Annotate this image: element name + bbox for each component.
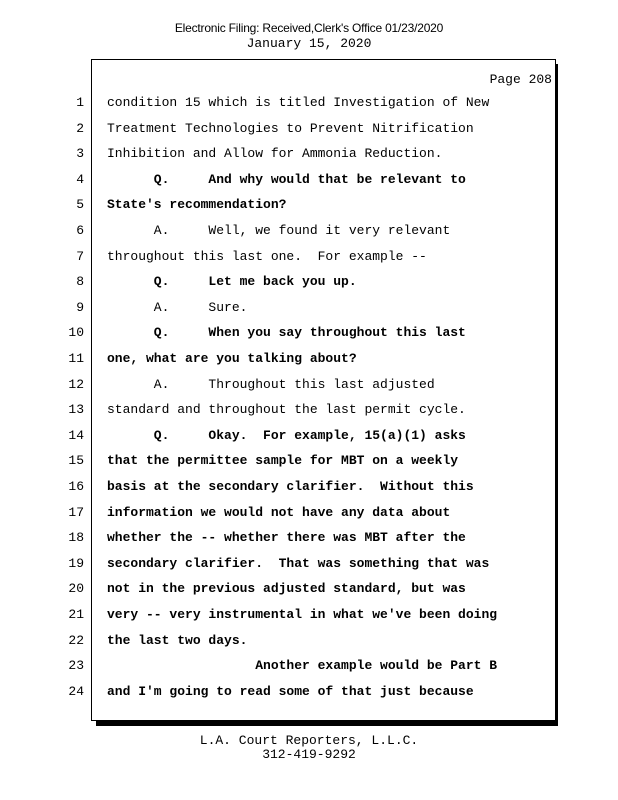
line-text: Treatment Technologies to Prevent Nitrification	[107, 121, 474, 136]
line-text: A. Well, we found it very relevant	[107, 223, 451, 238]
line-text: whether the -- whether there was MBT after the	[107, 530, 466, 545]
line-number: 18	[68, 530, 84, 545]
line-text: Q. Okay. For example, 15(a)(1) asks	[107, 428, 466, 443]
line-number: 11	[68, 351, 84, 366]
line-number: 5	[76, 197, 84, 212]
line-number: 4	[76, 172, 84, 187]
line-text: standard and throughout the last permit cycle.	[107, 402, 466, 417]
line-text: information we would not have any data about	[107, 505, 451, 520]
line-text: very -- very instrumental in what we've been doing	[107, 607, 498, 622]
line-number: 16	[68, 479, 84, 494]
line-text: Another example would be Part B	[107, 658, 498, 673]
line-number: 3	[76, 146, 84, 161]
line-text: the last two days.	[107, 633, 248, 648]
line-number: 20	[68, 581, 84, 596]
reporter-company: L.A. Court Reporters, L.L.C.	[199, 733, 419, 748]
line-number: 9	[76, 300, 84, 315]
line-text: Q. And why would that be relevant to	[107, 172, 466, 187]
line-number: 13	[68, 402, 84, 417]
line-number: 21	[68, 607, 84, 622]
line-text: Inhibition and Allow for Ammonia Reduction.	[107, 146, 443, 161]
hearing-date: January 15, 2020	[246, 36, 372, 51]
line-number: 6	[76, 223, 84, 238]
line-number: 23	[68, 658, 84, 673]
line-text: basis at the secondary clarifier. Without this	[107, 479, 474, 494]
line-text: not in the previous adjusted standard, but was	[107, 581, 466, 596]
line-number: 12	[68, 377, 84, 392]
line-text: throughout this last one. For example --	[107, 249, 427, 264]
line-number: 1	[76, 95, 84, 110]
line-number: 17	[68, 505, 84, 520]
line-number: 14	[68, 428, 84, 443]
line-number: 22	[68, 633, 84, 648]
filing-stamp: Electronic Filing: Received,Clerk's Office 01/23/2020	[174, 21, 444, 35]
line-text: A. Throughout this last adjusted	[107, 377, 435, 392]
line-text: A. Sure.	[107, 300, 248, 315]
line-text: State's recommendation?	[107, 197, 287, 212]
line-text: and I'm going to read some of that just because	[107, 684, 474, 699]
line-text: one, what are you talking about?	[107, 351, 357, 366]
line-number: 7	[76, 249, 84, 264]
line-number: 19	[68, 556, 84, 571]
line-number: 2	[76, 121, 84, 136]
line-text: that the permittee sample for MBT on a weekly	[107, 453, 459, 468]
line-number: 24	[68, 684, 84, 699]
line-number: 10	[68, 325, 84, 340]
reporter-phone: 312-419-9292	[262, 747, 356, 762]
page-number: Page 208	[489, 72, 552, 87]
line-text: condition 15 which is titled Investigation of New	[107, 95, 490, 110]
line-text: Q. Let me back you up.	[107, 274, 357, 289]
line-text: secondary clarifier. That was something that was	[107, 556, 490, 571]
line-number: 15	[68, 453, 84, 468]
line-text: Q. When you say throughout this last	[107, 325, 466, 340]
line-number: 8	[76, 274, 84, 289]
